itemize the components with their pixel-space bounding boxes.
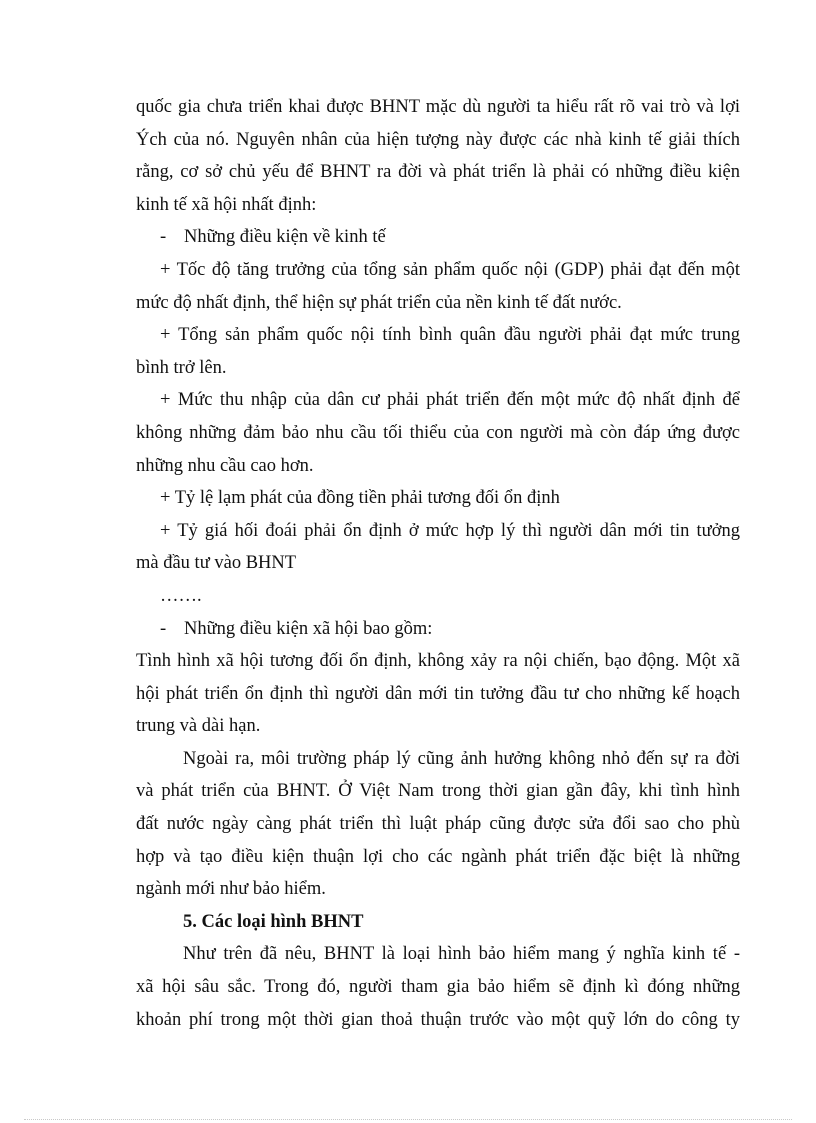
text-line: và phát triển của BHNT. Ở Việt Nam trong thời gian gần đây, khi tình hình (136, 781, 740, 802)
text-line: những nhu cầu cao hơn. (136, 455, 314, 476)
text-line: quốc gia chưa triển khai được BHNT mặc dù người ta hiểu rất rõ vai trò và lợi (136, 97, 740, 117)
text-line: ngành mới như bảo hiểm. (136, 879, 326, 900)
page-bottom-rule (24, 1119, 792, 1120)
text-line: kinh tế xã hội nhất định: (136, 194, 317, 215)
bullet-text: Những điều kiện về kinh tế (184, 227, 386, 248)
text-line: + Tỷ lệ lạm phát của đồng tiền phải tương đối ổn định (160, 488, 560, 509)
text-line: + Mức thu nhập của dân cư phải phát triển đến một mức độ nhất định để (160, 390, 740, 411)
text-line: mức độ nhất định, thể hiện sự phát triển của nền kinh tế đất nước. (136, 292, 622, 313)
dash-marker: - (160, 618, 167, 639)
text-line: đất nước ngày càng phát triển thì luật pháp cũng được sửa đổi sao cho phù (136, 814, 740, 835)
dash-marker: - (160, 227, 167, 248)
text-line: + Tổng sản phẩm quốc nội tính bình quân đầu người phải đạt mức trung (160, 325, 740, 346)
text-line: Ých của nó. Nguyên nhân của hiện tượng này được các nhà kinh tế giải thích (136, 129, 740, 150)
text-line: trung và dài hạn. (136, 716, 261, 737)
bullet-text: Những điều kiện xã hội bao gồm: (184, 618, 433, 639)
text-line: rằng, cơ sở chủ yếu để BHNT ra đời và phát triển là phải có những điều kiện (136, 162, 740, 183)
text-line: xã hội sâu sắc. Trong đó, người tham gia bảo hiểm sẽ định kì đóng những (136, 977, 740, 998)
body-text (136, 91, 740, 1036)
text-line: + Tốc độ tăng trưởng của tổng sản phẩm quốc nội (GDP) phải đạt đến một (160, 259, 740, 280)
text-line: Tình hình xã hội tương đối ổn định, không xảy ra nội chiến, bạo động. Một xã (136, 651, 740, 672)
text-line: Ngoài ra, môi trường pháp lý cũng ảnh hưởng không nhỏ đến sự ra đời (183, 748, 740, 769)
text-line: hội phát triển ổn định thì người dân mới tin tưởng đầu tư cho những kế hoạch (136, 683, 740, 704)
text-line: hợp và tạo điều kiện thuận lợi cho các ngành phát triển đặc biệt là những (136, 846, 740, 867)
bullet-item-social (136, 613, 740, 646)
text-line: bình trở lên. (136, 357, 227, 378)
text-line: + Tỷ giá hối đoái phải ổn định ở mức hợp lý thì người dân mới tin tưởng (160, 520, 740, 541)
text-line: Như trên đã nêu, BHNT là loại hình bảo hiểm mang ý nghĩa kinh tế - (183, 944, 740, 965)
section-heading: 5. Các loại hình BHNT (183, 911, 364, 932)
bullet-item-economic (136, 221, 740, 254)
text-line: ……. (160, 585, 202, 606)
text-line: không những đảm bảo nhu cầu tối thiểu của con người mà còn đáp ứng được (136, 422, 740, 443)
text-line: mà đầu tư vào BHNT (136, 553, 297, 574)
text-line: khoản phí trong một thời gian thoả thuận trước vào một quỹ lớn do công ty (136, 1009, 740, 1030)
